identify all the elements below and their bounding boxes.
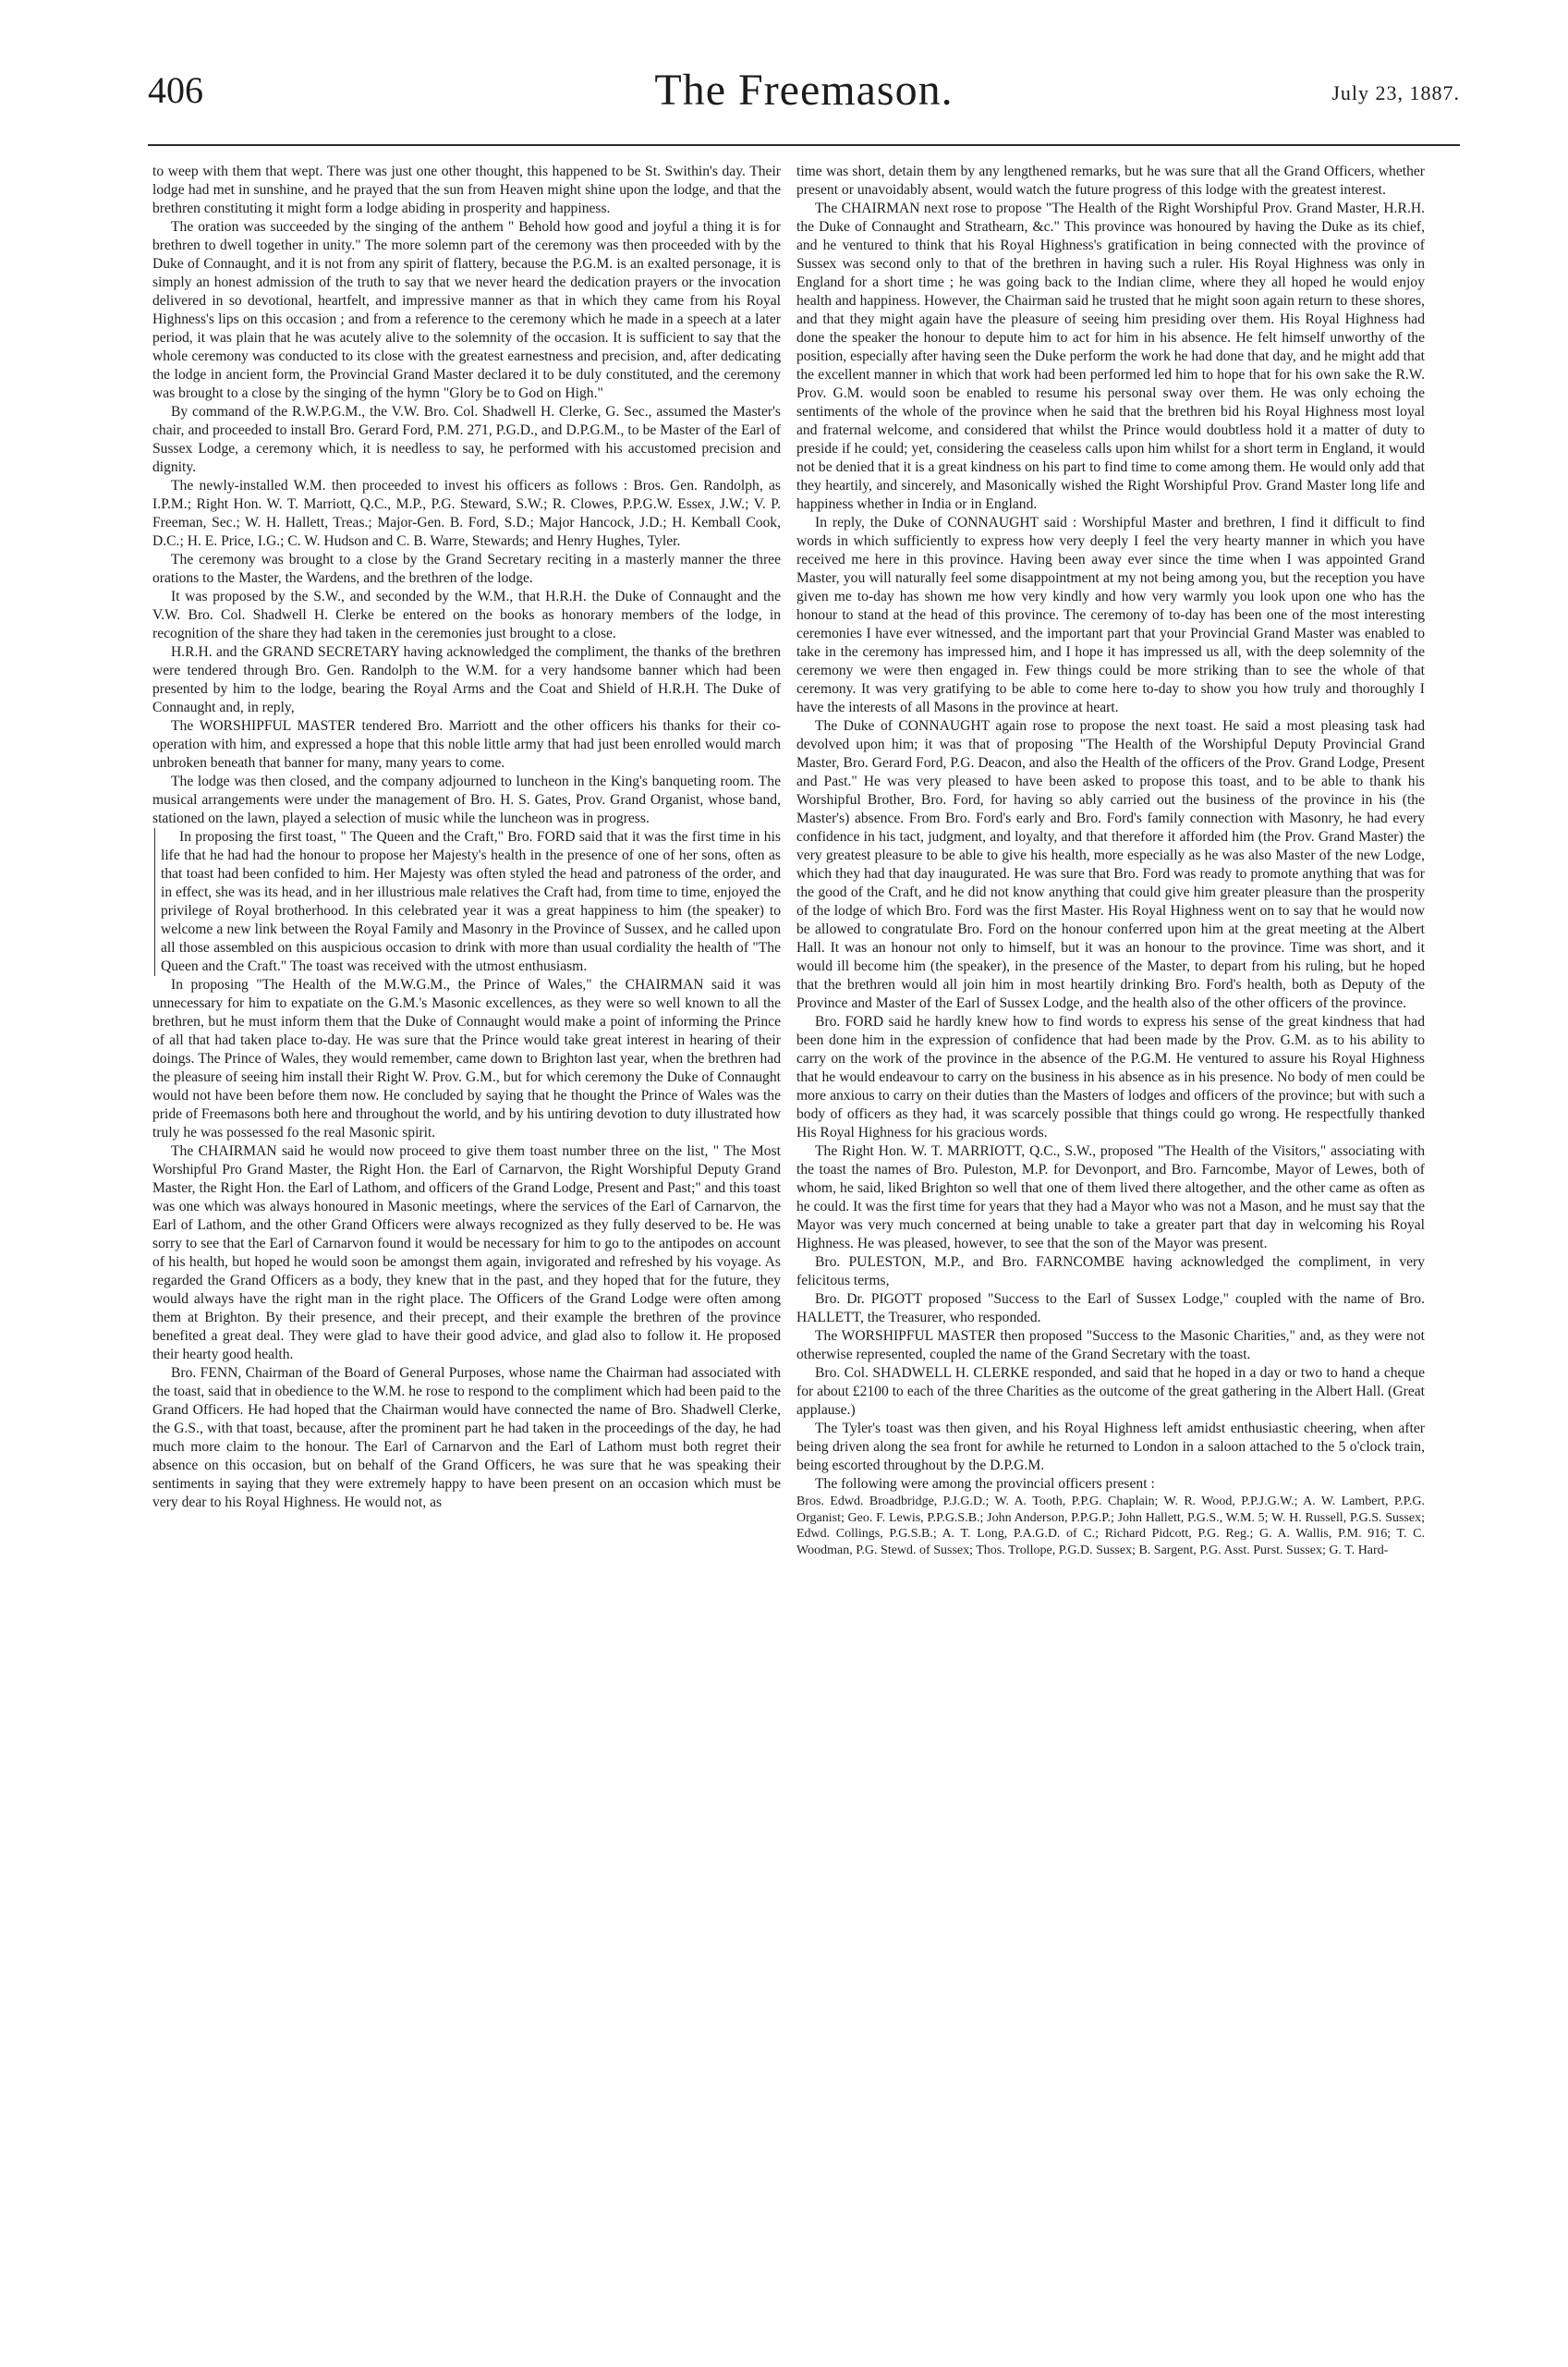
paragraph: In proposing the first toast, " The Queen and the Craft," Bro. FORD said that it was the first time in his life that he had had the honour to propose her Majesty's health in the presence of one of her sons, often as that toast had been confided to him. Her Majesty was often styled the head and patroness of the order, and in effect, she was its head, and in her illustrious male relatives the Craft had, from time to time, enjoyed the privilege of Royal brotherhood. In this celebrated year it was a great happiness to him (the speaker) to welcome a new link between the Royal Family and Masonry in the Province of Sussex, and he called upon all those assembled on this auspicious occasion to drink with more than usual cordiality the health of "The Queen and the Craft." The toast was received with the utmost enthusiasm. (154, 828, 781, 976)
left-column (152, 163, 781, 2325)
right-column (796, 163, 1425, 2325)
issue-date: July 23, 1887. (1331, 81, 1460, 104)
paragraph: The following were among the provincial officers present : (815, 1476, 1155, 1492)
paragraph: The Right Hon. W. T. MARRIOTT, Q.C., S.W., proposed "The Health of the Visitors," associating with the toast the names of Bro. Puleston, M.P. for Devonport, and Bro. Farncombe, Mayor of Lewes, both of whom, he said, liked Brighton so well that one of them lived there altogether, and the other came as often as he could. It was the first time for years that they had a Mayor who was not a Mason, and he must say that the Mayor was very much concerned at being unable to take a greater part that day in welcoming his Royal Highness. He was pleased, however, to see that the son of the Mayor was present. (796, 1143, 1425, 1251)
paragraph: The Tyler's toast was then given, and his Royal Highness left amidst enthusiastic cheering, when after being driven along the sea front for awhile he returned to London in a saloon attached to the 5 o'clock train, being escorted throughout by the D.P.G.M. (796, 1421, 1425, 1473)
paragraph: Bro. FORD said he hardly knew how to find words to express his sense of the great kindness that had been done him in the expression of confidence that had been made by the Prov. G.M. as to his ability to carry on the work of the province in the absence of the P.G.M. He ventured to assure his Royal Highness that he would endeavour to carry on the business in his absence as in his presence. No body of men could be more anxious to carry on their duties than the Masters of lodges and officers of the province; but with such a body of officers as they had, it was scarcely possible that things could go wrong. He respectfully thanked His Royal Highness for his gracious words. (796, 1014, 1425, 1141)
paragraph: time was short, detain them by any lengthened remarks, but he was sure that all the Grand Officers, whether present or unavoidably absent, would watch the future progress of this lodge with the greatest interest. (796, 164, 1425, 198)
paragraph: In proposing "The Health of the M.W.G.M., the Prince of Wales," the CHAIRMAN said it was unnecessary for him to expatiate on the G.M.'s Masonic excellences, as they were so well known to all the brethren, but he must inform them that the Duke of Connaught would make a point of informing the Prince of all that had taken place to-day. He was sure that the Prince would take great interest in hearing of their doings. The Prince of Wales, they would remember, came down to Brighton last year, when the brethren had the pleasure of seeing him install their Right W. Prov. G.M., but for which ceremony the Duke of Connaught would not have been before them now. He concluded by saying that he thought the Prince of Wales was the pride of Freemasons both here and throughout the world, and by his untiring devotion to duty illustrated how truly he was possessed fo the real Masonic spirit. (152, 977, 781, 1141)
paragraph: The CHAIRMAN next rose to propose "The Health of the Right Worshipful Prov. Grand Master, H.R.H. the Duke of Connaught and Strathearn, &c." This province was honoured by having the Duke as its chief, and he ventured to think that his Royal Highness's gratification in being connected with the province of Sussex was second only to that of the brethren in having such a ruler. His Royal Highness was only in England for a short time ; he was going back to the Indian clime, where they all hoped he would enjoy health and happiness. However, the Chairman said he trusted that he might soon again return to these shores, and that they might again have the pleasure of seeing him presiding over them. His Royal Highness had done the speaker the honour to depute him to act for him in his absence. He felt himself unworthy of the position, especially after having seen the Duke perform the work he had done that day, and he might add that the excellent manner in which that work had been performed led him to hope that for his own sake the R.W. Prov. G.M. would soon be enabled to resume his personal sway over them. He was only echoing the sentiments of the whole of the province when he said that the brethren bid his Royal Highness most loyal and fraternal welcome, and considered that whilst the Prince would doubtless hold it a matter of duty to preside if he could; yet, considering the ceaseless calls upon him whilst for a short term in England, it would not be denied that it is a great kindness on his part to find time to come among them. He would only add that they heartily, and sincerely, and Masonically wished the Right Worshipful Prov. Grand Master long life and happiness whether in India or in England. (796, 201, 1425, 512)
paragraph: Bro. PULESTON, M.P., and Bro. FARNCOMBE having acknowledged the compliment, in very felicitous terms, (796, 1254, 1425, 1288)
paragraph: The oration was succeeded by the singing of the anthem " Behold how good and joyful a thing it is for brethren to dwell together in unity." The more solemn part of the ceremony was then proceeded with by the Duke of Connaught, and it is not from any spirit of flattery, because the P.G.M. is an exalted personage, it is simply an honest admission of the truth to say that we never heard the dedication prayers or the invocation delivered in so devotional, heartfelt, and impressive manner as that in which they came from his Royal Highness's lips on this occasion ; and from a reference to the ceremony which he made in a speech at a later period, it was plain that he was acutely alive to the solemnity of the occasion. It is sufficient to say that the whole ceremony was conducted to its close with the greatest earnestness and precision, and, after dedicating the lodge in ancient form, the Provincial Grand Master declared it to be duly constituted, and the ceremony was brought to a close by the singing of the hymn "Glory be to God on High." (152, 219, 781, 401)
header-rule (148, 144, 1460, 146)
paragraph: By command of the R.W.P.G.M., the V.W. Bro. Col. Shadwell H. Clerke, G. Sec., assumed the Master's chair, and proceeded to install Bro. Gerard Ford, P.M. 271, P.G.D., and D.P.G.M., to be Master of the Earl of Sussex Lodge, a ceremony which, it is needless to say, he performed with his accustomed precision and dignity. (152, 404, 781, 475)
paragraph: Bro. FENN, Chairman of the Board of General Purposes, whose name the Chairman had associated with the toast, said that in obedience to the W.M. he rose to respond to the compliment which had been paid to the Grand Officers. He had hoped that the Chairman would have connected the name of Bro. Shadwell Clerke, the G.S., with that toast, because, after the prominent part he had taken in the proceedings of the day, he had much more claim to the honour. The Earl of Carnarvon and the Earl of Lathom must both regret their absence on this occasion, but on behalf of the Grand Officers, he was sure that he was speaking their sentiments in saying that they were extremely happy to have been present on an occasion which must be very dear to his Royal Highness. He would not, as (152, 1365, 781, 1510)
paragraph: It was proposed by the S.W., and seconded by the W.M., that H.R.H. the Duke of Connaught and the V.W. Bro. Col. Shadwell H. Clerke be entered on the books as honorary members of the lodge, in recognition of the share they had taken in the ceremonies just brought to a close. (152, 589, 781, 641)
masthead (148, 65, 1460, 139)
paragraph: The CHAIRMAN said he would now proceed to give them toast number three on the list, " The Most Worshipful Pro Grand Master, the Right Hon. the Earl of Carnarvon, the Right Worshipful Deputy Grand Master, the Right Hon. the Earl of Lathom, and officers of the Grand Lodge, Present and Past;" and this toast was one which was always honoured in Masonic meetings, where the services of the Earl of Carnarvon, the Earl of Lathom, and the other Grand Officers were always recognized as they fully deserved to be. He was sorry to see that the Earl of Carnarvon found it would be necessary for him to go to the antipodes on account of his health, but hoped he would soon be amongst them again, invigorated and refreshed by his voyage. As regarded the Grand Officers as a body, they knew that in the past, and they hoped that for the future, they would always have the right man in the right place. The Officers of the Grand Lodge were often among them at Brighton. By their presence, and their precept, and their example the brethren of the province benefited a great deal. They were glad to have their good advice, and glad also to follow it. He proposed their hearty good health. (152, 1143, 781, 1362)
officers-list: Bros. Edwd. Broadbridge, P.J.G.D.; W. A. Tooth, P.P.G. Chaplain; W. R. Wood, P.P.J.G.W.; A. W. Lambert, P.P.G. Organist; Geo. F. Lewis, P.P.G.S.B.; John Anderson, P.P.G.P.; John Hallett, P.G.S., W.M. 5; W. H. Russell, P.G.S. Sussex; Edwd. Collings, P.G.S.B.; A. T. Long, P.A.G.D. of C.; Richard Pidcott, P.G. Reg.; G. A. Wallis, P.M. 916; T. C. Woodman, P.G. Stewd. of Sussex; Thos. Trollope, P.G.D. Sussex; B. Sargent, P.G. Asst. Purst. Sussex; G. T. Hard- (796, 1495, 1425, 1557)
paragraph: In reply, the Duke of CONNAUGHT said : Worshipful Master and brethren, I find it difficult to find words in which sufficiently to express how very deeply I feel the very hearty manner in which you have received me here in this province. Having been away ever since the time when I was appointed Grand Master, you will naturally feel some disappointment at my not being among you, but the reception you have given me to-day has shown me how very kindly and how very warmly you look upon one who has the honour to stand at the head of this province. The ceremony of to-day has been one of the most interesting ceremonies I have ever witnessed, and the important part that your Provincial Grand Master was enabled to take in the ceremony has impressed him, and I hope it has impressed us all, with the deep solemnity of the ceremony we were then engaged in. Few things could be more striking than to see the whole of that ceremony. It was very gratifying to be able to come here to-day to show you how truly and thoroughly I have the interests of all Masons in the province at heart. (796, 515, 1425, 715)
paragraph: The Duke of CONNAUGHT again rose to propose the next toast. He said a most pleasing task had devolved upon him; it was that of proposing "The Health of the Worshipful Deputy Provincial Grand Master, Bro. Gerard Ford, P.G. Deacon, and also the Health of the officers of the Prov. Grand Lodge, Present and Past." He was very pleased to have been asked to propose this toast, and to be able to thank his Worshipful Brother, Bro. Ford, for having so ably carried out the business of the province in his (the Master's) absence. From Bro. Ford's early and Bro. Ford's family connection with Masonry, he had every confidence in his tact, judgment, and loyalty, and that therefore it afforded him (the Prov. Grand Master) the very greatest pleasure to be able to give his health, more especially as he was also Master of the new Lodge, which they had that day inaugurated. He was sure that Bro. Ford was ready to promote anything that was for the good of the Craft, and he did not know anything that could give him greater pleasure than the prosperity of the lodge of which Bro. Ford was the first Master. His Royal Highness went on to say that he would now be allowed to congratulate Bro. Ford on the honour conferred upon him at the great meeting at the Albert Hall. It was an honour not only to himself, but it was an honour to the province. Time was short, and it would ill become him (the speaker), in the presence of the Master, to depart from his ruling, but he hoped that the brethren would all join him in most heartily drinking Bro. Ford's health, both as Deputy of the Province and Master of the Earl of Sussex Lodge, and the health also of the other officers of the province. (796, 718, 1425, 1011)
page-number: 406 (148, 69, 203, 111)
paragraph: The lodge was then closed, and the company adjourned to luncheon in the King's banqueting room. The musical arrangements were under the management of Bro. H. S. Gates, Prov. Grand Organist, whose band, stationed on the lawn, played a selection of music while the luncheon was in progress. (152, 774, 781, 826)
paragraph: Bro. Dr. PIGOTT proposed "Success to the Earl of Sussex Lodge," coupled with the name of Bro. HALLETT, the Treasurer, who responded. (796, 1291, 1425, 1325)
paragraph: The newly-installed W.M. then proceeded to invest his officers as follows : Bros. Gen. Randolph, as I.P.M.; Right Hon. W. T. Marriott, Q.C., M.P., P.G. Steward, S.W.; R. Clowes, P.P.G.W. Essex, J.W.; V. P. Freeman, Sec.; W. H. Hallett, Treas.; Major-Gen. B. Ford, S.D.; Major Hancock, J.D.; H. Kemball Cook, D.C.; H. E. Price, I.G.; C. W. Hudson and C. B. Warre, Stewards; and Henry Hughes, Tyler. (152, 478, 781, 549)
paragraph: Bro. Col. SHADWELL H. CLERKE responded, and said that he hoped in a day or two to hand a cheque for about £2100 to each of the three Charities as the outcome of the great gathering in the Albert Hall. (Great applause.) (796, 1365, 1425, 1418)
paragraph: The ceremony was brought to a close by the Grand Secretary reciting in a masterly manner the three orations to the Master, the Wardens, and the brethren of the lodge. (152, 552, 781, 586)
paragraph: The WORSHIPFUL MASTER then proposed "Success to the Masonic Charities," and, as they were not otherwise represented, coupled the name of the Grand Secretary with the toast. (796, 1328, 1425, 1362)
paragraph: The WORSHIPFUL MASTER tendered Bro. Marriott and the other officers his thanks for their co-operation with him, and expressed a hope that this noble little army that had just been enrolled would march unbroken beneath that banner for many, many years to come. (152, 718, 781, 771)
newspaper-title: The Freemason. (654, 66, 954, 115)
paragraph: to weep with them that wept. There was just one other thought, this happened to be St. Swithin's day. Their lodge had met in sunshine, and he prayed that the sun from Heaven might shine upon the lodge, and that the brethren constituting it might form a lodge abiding in prosperity and happiness. (152, 164, 781, 216)
paragraph: H.R.H. and the GRAND SECRETARY having acknowledged the compliment, the thanks of the brethren were tendered through Bro. Gen. Randolph to the W.M. for a very handsome banner which had been presented by him to the lodge, bearing the Royal Arms and the Coat and Shield of H.R.H. The Duke of Connaught and, in reply, (152, 644, 781, 715)
